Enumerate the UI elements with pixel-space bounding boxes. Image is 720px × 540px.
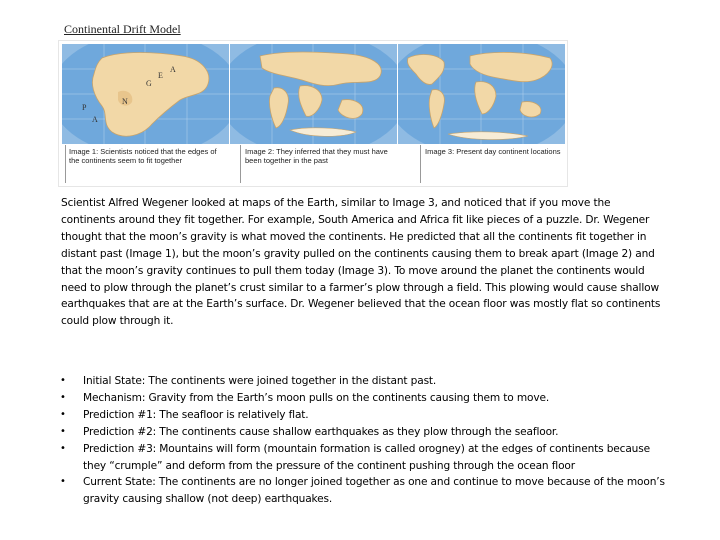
bullet-text: Prediction #2: The continents cause shallow earthquakes as they plow through the seafloor. (83, 425, 559, 438)
model-title: Continental Drift Model (64, 22, 181, 36)
bullet-dot: • (60, 442, 66, 454)
pangaea-letter-a2: A (170, 65, 176, 74)
bullet-current-state (60, 474, 666, 508)
bullet-dot: • (60, 391, 66, 403)
bullet-dot: • (60, 375, 66, 386)
caption-image-2: Image 2: They inferred that they must have been together in the past (245, 147, 388, 165)
bullet-prediction-2 (60, 424, 666, 441)
bullet-mechanism (60, 390, 666, 407)
map-image-2-breakup (230, 44, 397, 144)
caption-divider-2 (240, 145, 241, 183)
bullet-prediction-1 (60, 407, 666, 424)
bullet-dot: • (60, 408, 66, 420)
bullet-text: Current State: The continents are no longer joined together as one and continue to move because of the moon’s gravity causing shallow (not deep) earthquakes. (83, 476, 665, 506)
map-image-1-pangaea (62, 44, 229, 144)
pangaea-letter-a: A (92, 115, 98, 124)
bullet-text: Mechanism: Gravity from the Earth’s moon pulls on the continents causing them to move. (83, 391, 550, 404)
bullet-prediction-3 (60, 441, 666, 475)
pangaea-letter-p: P (82, 103, 87, 112)
pangaea-letter-g: G (146, 79, 152, 88)
caption-image-1: Image 1: Scientists noticed that the edges of the continents seem to fit together (69, 147, 217, 165)
bullet-dot: • (60, 476, 66, 488)
caption-image-3: Image 3: Present day continent locations (425, 147, 561, 156)
bullet-dot: • (60, 425, 66, 437)
model-bullet-list (60, 373, 666, 508)
bullet-text: Prediction #1: The seafloor is relatively flat. (83, 408, 309, 421)
wegener-paragraph: Scientist Alfred Wegener looked at maps of the Earth, similar to Image 3, and noticed that if you move the continents around they fit together. For example, South America and Africa fit like pieces of a puzzle. Dr. Wegener thought that the moon’s gravity is what moved the continents. He predicted that all the continents fit together in distant past (Image 1), but the moon’s gravity pulled on the continents causing them to break apart (Image 2) and that the moon’s gravity continues to pull them today (Image 3). To move around the planet the continents would need to plow through the planet’s crust similar to a farmer’s plow through a field. This plowing would cause shallow earthquakes that are at the Earth’s surface. Dr. Wegener believed that the ocean floor was mostly flat so continents could plow through it. (61, 197, 661, 328)
continental-drift-figure (58, 40, 568, 187)
bullet-text: Initial State: The continents were joined together in the distant past. (83, 375, 437, 387)
caption-divider-3 (420, 145, 421, 183)
bullet-initial-state (60, 373, 666, 390)
map-image-3-present-day (398, 44, 565, 144)
bullet-text: Prediction #3: Mountains will form (mountain formation is called orogney) at the edges of continents because they “crumple” and deform from the pressure of the continent pushing through the ocean floor (83, 442, 650, 472)
pangaea-letter-n: N (122, 97, 128, 106)
caption-divider-1 (65, 145, 66, 183)
pangaea-letter-e: E (158, 71, 163, 80)
